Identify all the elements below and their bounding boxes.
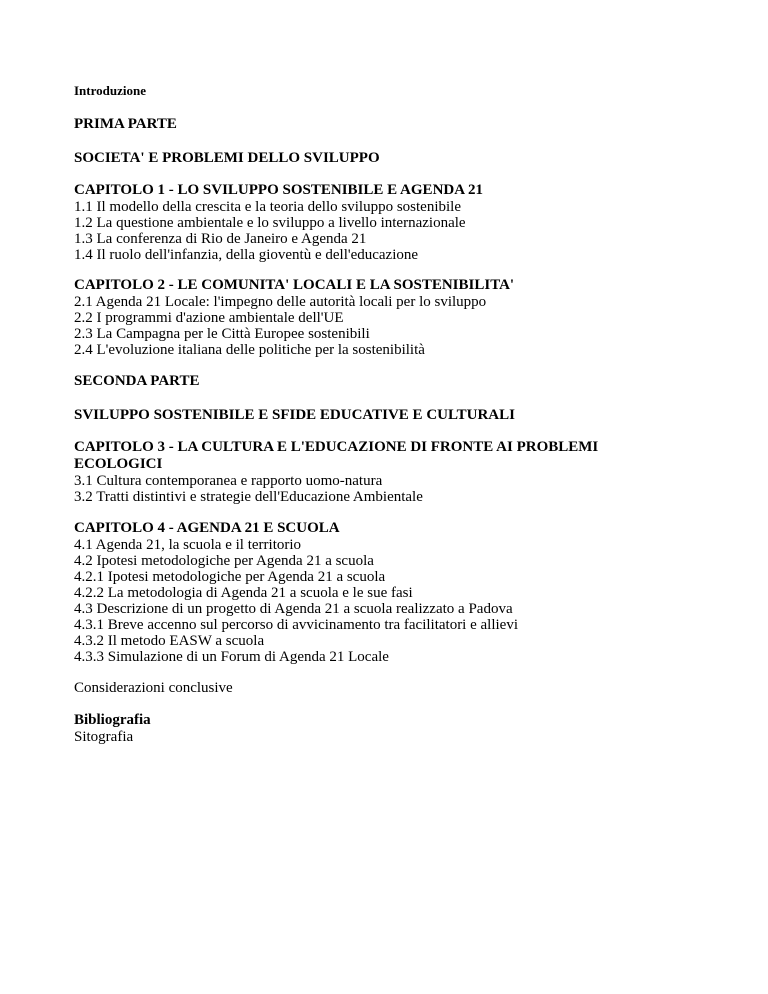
chapter-1: [74, 182, 734, 263]
intro-heading: Introduzione: [74, 83, 146, 98]
list-item: 4.2 Ipotesi metodologiche per Agenda 21 a scuola: [74, 553, 374, 569]
chapter-3: [74, 439, 734, 505]
list-item: 1.3 La conferenza di Rio de Janeiro e Agenda 21: [74, 231, 367, 247]
list-item: 4.3.3 Simulazione di un Forum di Agenda 21 Locale: [74, 649, 389, 665]
list-item: 2.4 L'evoluzione italiana delle politiche per la sostenibilità: [74, 342, 425, 358]
part-two-heading: SECONDA PARTE: [74, 373, 200, 389]
list-item: 4.2.2 La metodologia di Agenda 21 a scuola e le sue fasi: [74, 585, 413, 601]
sitography-heading: Sitografia: [74, 729, 134, 745]
chapter-4: [74, 520, 734, 665]
chapter-title: CAPITOLO 2 - LE COMUNITA' LOCALI E LA SOSTENIBILITA': [74, 277, 515, 293]
list-item: 2.1 Agenda 21 Locale: l'impegno delle autorità locali per lo sviluppo: [74, 294, 487, 310]
list-item: 3.1 Cultura contemporanea e rapporto uomo-natura: [74, 473, 383, 489]
chapter-title: CAPITOLO 1 - LO SVILUPPO SOSTENIBILE E AGENDA 21: [74, 182, 483, 198]
chapter-title-continued: ECOLOGICI: [74, 456, 163, 472]
part-one-heading: PRIMA PARTE: [74, 116, 177, 132]
chapter-title: CAPITOLO 4 - AGENDA 21 E SCUOLA: [74, 520, 340, 536]
conclusions-heading: Considerazioni conclusive: [74, 680, 233, 696]
part-one-title: SOCIETA' E PROBLEMI DELLO SVILUPPO: [74, 150, 380, 166]
part-two-title: SVILUPPO SOSTENIBILE E SFIDE EDUCATIVE E CULTURALI: [74, 407, 515, 423]
table-of-contents: [74, 83, 734, 745]
bibliography-heading: Bibliografia: [74, 712, 151, 728]
chapter-title: CAPITOLO 3 - LA CULTURA E L'EDUCAZIONE DI FRONTE AI PROBLEMI: [74, 439, 599, 455]
list-item: 3.2 Tratti distintivi e strategie dell'Educazione Ambientale: [74, 489, 423, 505]
list-item: 4.1 Agenda 21, la scuola e il territorio: [74, 537, 302, 553]
list-item: 1.4 Il ruolo dell'infanzia, della gioventù e dell'educazione: [74, 247, 419, 263]
chapter-2: [74, 277, 734, 358]
list-item: 2.3 La Campagna per le Città Europee sostenibili: [74, 326, 370, 342]
list-item: 4.3.2 Il metodo EASW a scuola: [74, 633, 265, 649]
list-item: 1.2 La questione ambientale e lo sviluppo a livello internazionale: [74, 215, 466, 231]
list-item: 4.2.1 Ipotesi metodologiche per Agenda 21 a scuola: [74, 569, 386, 585]
list-item: 2.2 I programmi d'azione ambientale dell'UE: [74, 310, 344, 326]
list-item: 4.3.1 Breve accenno sul percorso di avvicinamento tra facilitatori e allievi: [74, 617, 518, 633]
list-item: 4.3 Descrizione di un progetto di Agenda 21 a scuola realizzato a Padova: [74, 601, 513, 617]
list-item: 1.1 Il modello della crescita e la teoria dello sviluppo sostenibile: [74, 199, 461, 215]
